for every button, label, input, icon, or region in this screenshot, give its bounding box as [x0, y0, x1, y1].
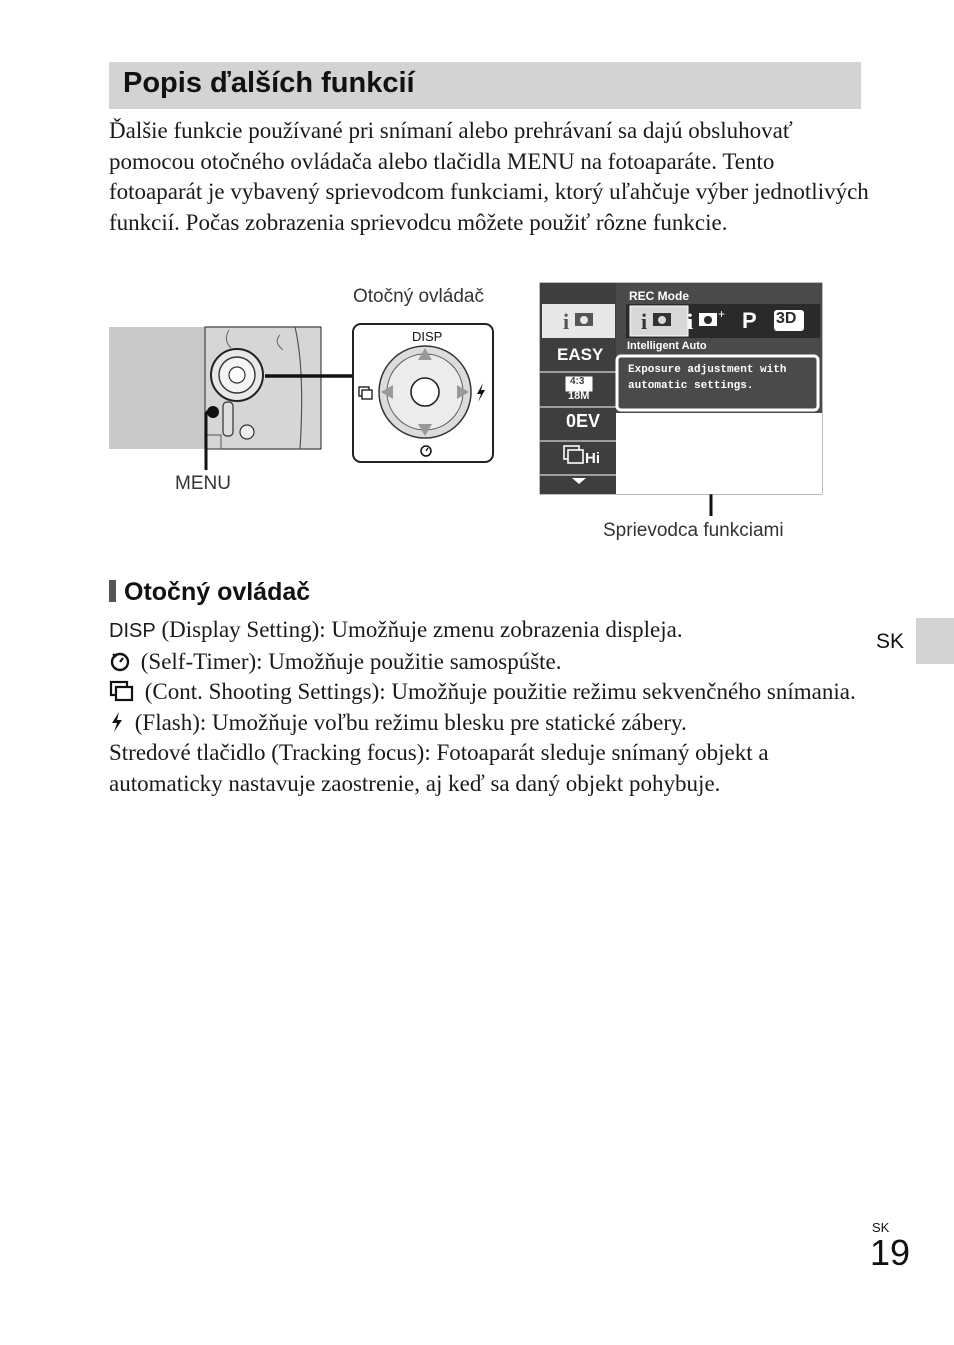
intro-paragraph: Ďalšie funkcie používané pri snímaní alebo prehrávaní sa dajú obsluhovať pomocou otočného ovládača alebo tlačidla MENU na fotoaparáte. Tento fotoaparát je vybavený sprievodcom funkciami, ktorý uľahčuje výber jednotlivých funkcií. Počas zobrazenia sprievodcu môžete použiť rôzne funkcie.: [109, 118, 869, 235]
section-heading: [109, 578, 310, 607]
item-center-button: Stredové tlačidlo (Tracking focus): Fotoaparát sleduje snímaný objekt a automaticky nastavuje zaostrenie, aj keď sa daný objekt pohybuje.: [109, 740, 769, 796]
item-self-timer: (Self-Timer): Umožňuje použitie samospúšte.: [109, 647, 879, 678]
figure-illustration: [105, 280, 825, 550]
page-language: SK: [872, 1220, 890, 1235]
screen-mode-label: Intelligent Auto: [627, 340, 707, 352]
side-tab: [916, 618, 954, 664]
svg-text:+: +: [718, 307, 726, 321]
svg-text:i: i: [641, 309, 648, 334]
flash-icon: [109, 711, 125, 733]
dial-function-list: [109, 615, 879, 799]
dial-disp-label: DISP: [412, 329, 443, 344]
screen-hi: Hi: [585, 450, 600, 467]
title-bar: [109, 62, 861, 109]
screen-rec-mode: REC Mode: [629, 289, 689, 303]
label-menu: MENU: [175, 473, 231, 494]
side-tab-label: SK: [876, 630, 905, 653]
guide-text-line1: Exposure adjustment with: [628, 364, 787, 376]
item-disp: DISP (Display Setting): Umožňuje zmenu zobrazenia displeja.: [109, 617, 683, 642]
screen-mode-p: P: [742, 308, 757, 333]
self-timer-icon: [109, 650, 131, 672]
burst-shooting-icon: [109, 680, 135, 702]
screen-size: 18M: [568, 390, 590, 402]
screen-mode-3d: 3D: [776, 310, 797, 327]
guide-text-line2: automatic settings.: [628, 380, 754, 392]
disp-key: DISP: [109, 620, 156, 642]
item-flash: (Flash): Umožňuje voľbu režimu blesku pre statické zábery.: [109, 708, 879, 739]
screen-ev: 0EV: [566, 411, 601, 431]
section-marker: [109, 580, 116, 602]
screen-ratio: 4:3: [570, 376, 585, 387]
label-dial: Otočný ovládač: [353, 286, 484, 307]
label-guide: Sprievodca funkciami: [603, 520, 784, 541]
svg-text:i: i: [563, 309, 570, 334]
svg-text:i: i: [687, 309, 694, 334]
figure: [105, 280, 825, 550]
section-title: Otočný ovládač: [124, 578, 311, 606]
page-number: 19: [870, 1232, 911, 1273]
item-cont-shooting: (Cont. Shooting Settings): Umožňuje použitie režimu sekvenčného snímania.: [109, 677, 879, 708]
page-title: Popis ďalších funkcií: [123, 67, 415, 99]
screen-easy: EASY: [557, 345, 604, 364]
menu-button-shape: [223, 402, 233, 436]
